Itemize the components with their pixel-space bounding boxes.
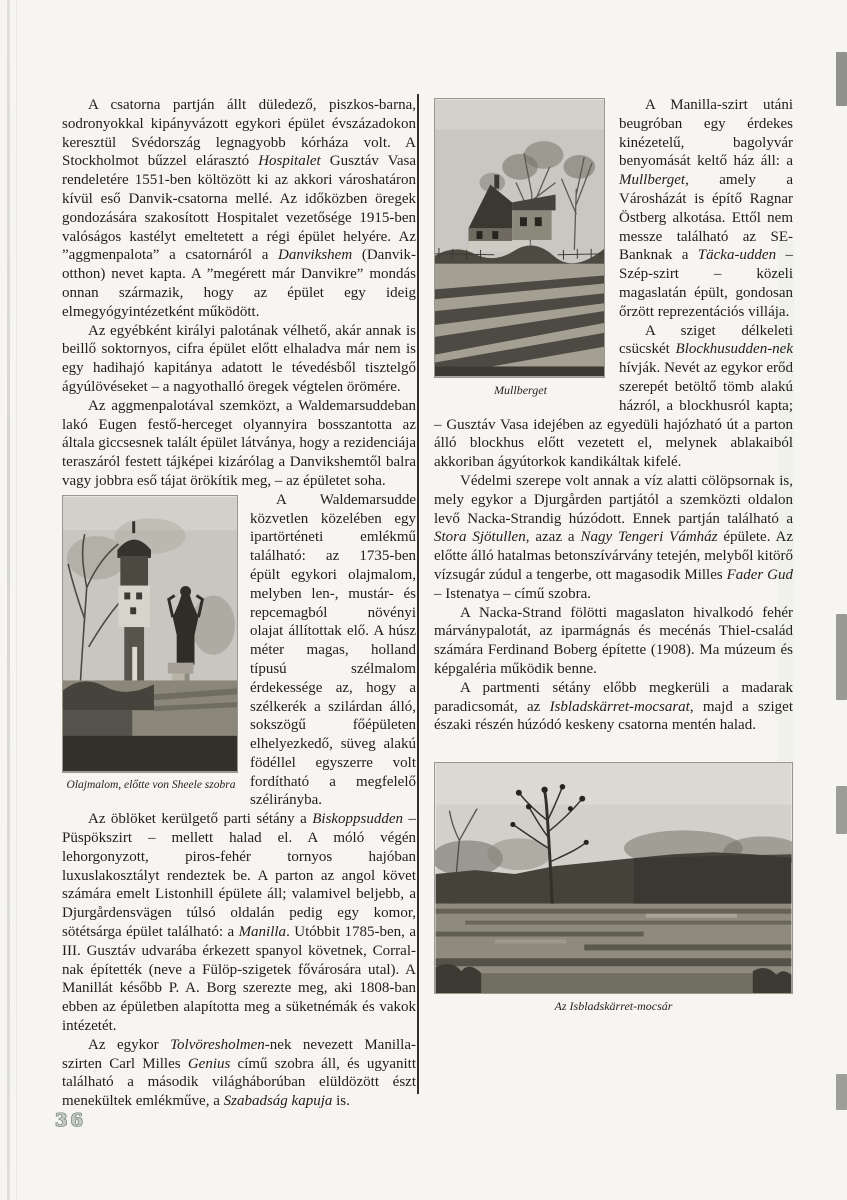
- paragraph-mullberget: A Manilla-szirt utáni beugróban egy érdekes kinézetelű, bagolyvár benyomását keltő ház áll: a Mullberget, amely a Városházát is építő Ragnar Östberg alkotása. Ettől nem messze található az SE-Banknak a Täcka-udden – Szép-szirt – közeli magaslatán épült, gondosan őrzött reprezentációs villája.: [619, 97, 793, 320]
- isbladskarret-photo: [434, 762, 793, 994]
- paragraph-danvikshem-1: A csatorna partján állt düledező, piszkos-barna, sodronyokkal kipányvázott egykori épület évszázadokon keresztül Svédország legnagyobb kórháza volt. A Stockholmot bűzzel elárasztó Hospitalet Gusztáv Vasa rendeletére 1551-ben költözött ki az akkori városhatáron kívül eső Danvik-csatorna mellé. Az időközben öregek gondozására szakosított Hospitalet vezetősége 1915-ben valóságos kastélyt emeltetett a régi épület helyére. Az ”aggmenpalota” a csatornáról a Danvikshem (Danvik-otthon) nevet kapta. A ”megérett már Danvikre” mondás onnan származik, hogy az épület egy ideig elmegyógyintézetként működött.: [62, 97, 416, 320]
- page-edge-shadow: [7, 0, 10, 1200]
- olajmalom-photo-block: [62, 495, 240, 792]
- column-divider-rule: [417, 94, 419, 1094]
- mullberget-caption: Mullberget: [494, 383, 547, 397]
- paragraph-tolvoresholmen: Az egykor Tolvöresholmen-nek nevezett Manilla-szirten Carl Milles Genius című szobra áll, és ugyanitt található a második világháborúban elüldözött észt menekültek emlékműve, a Szabadság kapuja is.: [62, 1036, 416, 1110]
- paragraph-isbladskarret: A partmenti sétány előbb megkerüli a madarak paradicsomát, az Isbladskärret-mocsarat, majd a sziget északi részén húzódó keskeny csatorna mentén halad.: [434, 679, 794, 734]
- mullberget-photo-block: [434, 98, 607, 397]
- paragraph-waldemarsudde-eugen: Az aggmenpalotával szemközt, a Waldemarsuddeban lakó Eugen festő-herceget olyannyira bosszantotta az általa giccsesnek talált épület látványa, hogy a rezidenciája teraszáról festett tájképei kizárólag a Danvikshemtől balra vagy jobbra eső tájat örökítik meg, – az épületet soha.: [62, 397, 416, 489]
- page-edge-line: [16, 0, 17, 1200]
- page-number: 36: [55, 1110, 87, 1131]
- paragraph-stora-sjotullen: Védelmi szerepe volt annak a víz alatti cölöpsornak is, mely egykor a Djurgården partjától a szemközti oldalon levő Nacka-Strandig húzódott. Ennek partján található a Stora Sjötullen, azaz a Nagy Tengeri Vámház épülete. Az előtte álló hatalmas betonszívárvány tetején, melyből kitörő vízsugár zúdul a tengerbe, ott magasodik Milles Fader Gud – Istenatya – című szobra.: [434, 472, 793, 602]
- right-column: [434, 96, 793, 1013]
- isbladskarret-photo-block: [434, 762, 793, 1013]
- isbladskarret-caption: Az Isbladskärret-mocsár: [554, 999, 673, 1014]
- left-column: [62, 96, 416, 1111]
- mullberget-photo: [434, 98, 605, 378]
- paragraph-blockhusudden: A sziget délkeleti csücskét Blockhusudden-nek hívják. Nevét az egykor erőd szerepét betöltő tömb alakú házról, a blockhusról kapta; – Gusztáv Vasa idejében az egyedüli hajózható út a parton álló blockhus előtt vezetett el, melynek ablakaiból akkoriban ágyútorkok kandikáltak kifelé.: [434, 322, 793, 471]
- scan-edge-artifact: [836, 1074, 847, 1110]
- scan-edge-artifact: [836, 614, 847, 700]
- scan-edge-artifact: [836, 52, 847, 106]
- olajmalom-caption: Olajmalom, előtte von Sheele szobra: [66, 778, 236, 791]
- paragraph-thiel-palace: A Nacka-Strand fölötti magaslaton hivalkodó fehér márványpalotát, az iparmágnás és mecénás Thiel-család számára Ferdinand Boberg építette (1908). Ma múzeum és képgaléria működik benne.: [434, 604, 793, 677]
- scan-edge-artifact: [836, 786, 847, 834]
- olajmalom-photo: [62, 495, 238, 773]
- paragraph-olajmalom: A Waldemarsudde közvetlen közelében egy ipartörténeti emlékmű található: az 1735-ben épült egykori olajmalom, melyben len-, mustár- és repcemagból növényi olajat állítottak elő. A húsz méter magas, holland típusú szélmalom érdekessége az, hogy a szélkerék a szilárdan álló, sokszögű főépületen elhelyezkedő, süveg alakú födéllel egyszerre volt fordítható a megfelelő szélirányba.: [250, 491, 416, 809]
- paragraph-biskoppsudden-manilla: Az öblöket kerülgető parti sétány a Biskoppsudden – Püspökszirt – mellett halad el. A móló végén lehorgonyzott, piros-fehér tornyos hajóban luxuslakosztályt rendeztek be. A parton az angol követ számára emelt Listonhill épülete áll; valamivel beljebb, a Djurgårdensvägen túlsó oldalán pedig egy komor, sötétsárga épület található: a Manilla. Utóbbit 1785-ben, a III. Gusztáv udvarába érkezett spanyol követnek, Corral-nak építették (neve a Fülöp-szigetek fővárosára utal). A Manillát később P. A. Borg szerezte meg, aki 1808-ban ebben az épületben alapította meg a süketnémák és vakok intézetét.: [62, 811, 417, 1035]
- paragraph-danvikshem-2: Az egyébként királyi palotának vélhető, akár annak is beillő soktornyos, cifra épület előtt elhaladva már nem is egy hadihajó kapitánya adatott le tévedésből tisztelgő ágyúlövéseket – a nagyothalló öregek végtelen örömére.: [62, 322, 416, 395]
